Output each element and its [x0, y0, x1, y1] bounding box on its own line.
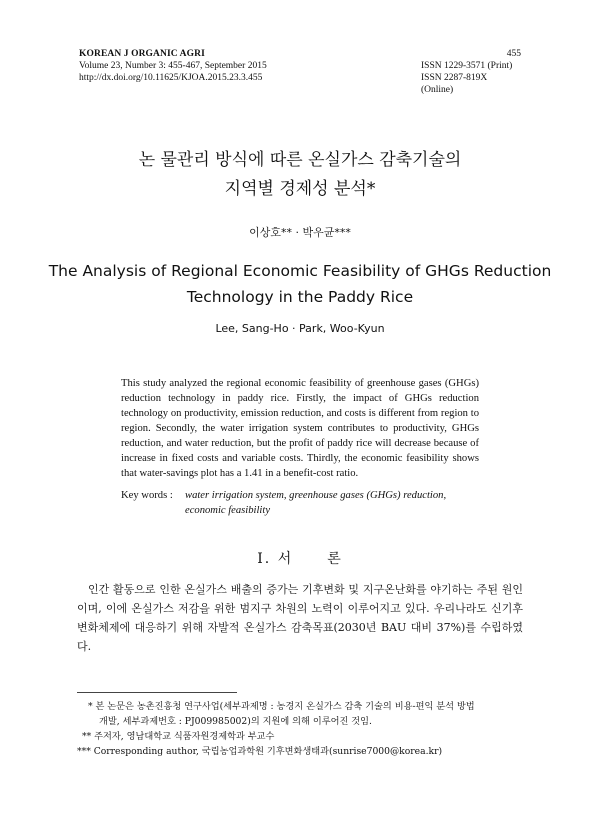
intro-paragraph	[77, 580, 523, 656]
title-english-line2: Technology in the Paddy Rice	[186, 288, 414, 306]
doi-link[interactable]: http://dx.doi.org/10.11625/KJOA.2015.23.3.455	[79, 73, 263, 83]
title-korean-line2: 지역별 경제성 분석*	[224, 179, 376, 199]
footnote-3: *** Corresponding author, 국립농업과학원 기후변화생태과(sunrise7000@korea.kr)	[77, 746, 443, 757]
section-char2: 론	[327, 551, 343, 567]
footnote-divider	[77, 692, 237, 693]
volume-line: Volume 23, Number 3: 455-467, September 2015	[79, 61, 267, 71]
journal-header	[79, 48, 521, 96]
title-korean-line1: 논 물관리 방식에 따른 온실가스 감축기술의	[138, 150, 462, 170]
keywords-line2: economic feasibility	[185, 505, 271, 516]
page-number: 455	[506, 49, 521, 59]
title-english	[0, 258, 600, 310]
keywords	[121, 488, 481, 518]
issn-print: ISSN 1229-3571 (Print)	[421, 61, 513, 71]
footnotes	[77, 699, 523, 759]
keywords-line1: water irrigation system, greenhouse gases (GHGs) reduction,	[185, 490, 447, 501]
section-number: Ⅰ.	[257, 551, 272, 567]
authors-english: Lee, Sang-Ho · Park, Woo-Kyun	[215, 322, 385, 335]
journal-name: KOREAN J ORGANIC AGRI	[79, 49, 205, 59]
footnote-2: ** 주저자, 영남대학교 식품자원경제학과 부교수	[82, 731, 275, 742]
keywords-label: Key words :	[121, 490, 173, 501]
intro-text: 인간 활동으로 인한 온실가스 배출의 증가는 기후변화 및 지구온난화를 야기하는 주된 원인이며, 이에 온실가스 저감을 위한 범지구 차원의 노력이 이루어지고 있다. 우리나라도 신기후변화체제에 대응하기 위해 자발적 온실가스 감축목표(2030년 BAU 대비 37%)를 수립하였다.	[77, 583, 523, 653]
section-char1: 서	[277, 551, 294, 567]
authors-korean: 이상호** · 박우균***	[249, 226, 351, 239]
title-korean	[0, 146, 600, 204]
issn-online: ISSN 2287-819X (Online)	[421, 73, 488, 95]
abstract: This study analyzed the regional economic feasibility of greenhouse gases (GHGs) reduction technology in paddy rice. Firstly, the impact of GHGs reduction technology on productivity, emission reduction, and costs is different from region to region. Secondly, the water irrigation system contributes to productivity, GHGs reduction, and water reduction, but the profit of paddy rice will decrease because of increase in fixed costs and variable costs. Thirdly, the economic feasibility shows that water-savings plot has a 1.41 in a benefit-cost ratio.	[121, 378, 479, 479]
footnote-1-line2: 개발, 세부과제번호 : PJ009985002)의 지원에 의해 이루어진 것임.	[99, 716, 372, 727]
footnote-1-line1: * 본 논문은 농촌진흥청 연구사업(세부과제명 : 농경지 온실가스 감축 기술의 비용-편익 분석 방법	[88, 701, 475, 712]
title-english-line1: The Analysis of Regional Economic Feasibility of GHGs Reduction	[48, 262, 552, 280]
section-heading	[0, 548, 600, 568]
